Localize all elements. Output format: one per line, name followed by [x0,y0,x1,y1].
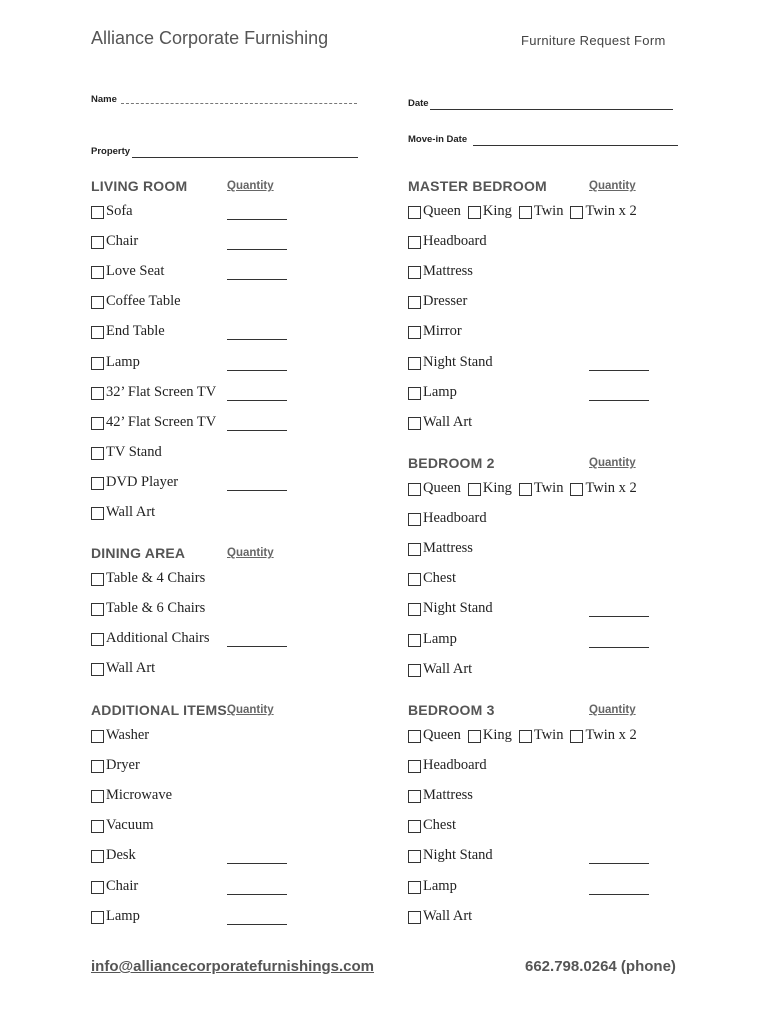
item-label: Lamp [423,630,457,647]
contact-email-link[interactable]: info@alliancecorporatefurnishings.com [91,958,375,975]
quantity-blank[interactable] [227,863,287,864]
bed-size-twin[interactable] [515,480,564,497]
checkbox[interactable] [91,911,104,924]
checkbox[interactable] [519,730,532,743]
quantity-header: Quantity [589,180,636,192]
master-bedroom-item-mirror[interactable] [408,323,462,340]
checkbox[interactable] [408,387,421,400]
item-label: TV Stand [106,443,162,460]
item-label: Wall Art [423,660,473,677]
checkbox[interactable] [468,206,481,219]
checkbox[interactable] [408,543,421,556]
checkbox[interactable] [408,760,421,773]
bed-size-queen[interactable] [408,480,461,497]
bedroom-3-item-chest[interactable] [408,817,456,834]
checkbox[interactable] [91,663,104,676]
checkbox[interactable] [408,881,421,894]
bed-size-label: Twin x 2 [585,480,637,496]
living-room-item-wall-art[interactable] [91,504,155,521]
checkbox[interactable] [408,911,421,924]
bedroom-3-item-mattress[interactable] [408,787,473,804]
item-label: Mattress [423,540,473,557]
living-room-item-love-seat[interactable] [91,263,164,280]
bedroom-2-item-night-stand[interactable] [408,600,493,617]
quantity-blank[interactable] [589,894,649,895]
checkbox[interactable] [408,664,421,677]
quantity-blank[interactable] [589,370,649,371]
bed-size-options [408,480,640,497]
bedroom-2-item-lamp[interactable] [408,631,457,648]
quantity-blank[interactable] [589,616,649,617]
item-label: Sofa [106,203,133,219]
bed-size-label: Twin [533,203,564,219]
quantity-blank[interactable] [227,490,287,491]
item-label: Lamp [106,353,140,370]
item-label: Desk [106,847,136,864]
checkbox[interactable] [408,730,421,743]
checkbox[interactable] [91,447,104,460]
item-label: Mirror [423,323,462,340]
additional-items-item-microwave[interactable] [91,787,172,804]
quantity-blank[interactable] [227,400,287,401]
living-room-item-tv-stand[interactable] [91,444,162,461]
bed-size-twin-x-2[interactable] [566,203,636,220]
checkbox[interactable] [408,513,421,526]
checkbox[interactable] [91,296,104,309]
property-label: Property [91,146,131,157]
bedroom-3-item-headboard[interactable] [408,757,487,774]
item-label: Love Seat [106,263,165,280]
item-label: Lamp [106,907,140,924]
bedroom-3-item-wall-art[interactable] [408,908,472,925]
bed-size-label: Queen [423,203,461,219]
item-label: Chest [423,817,457,834]
date-label: Date [408,98,429,109]
bedroom-3-item-night-stand[interactable] [408,847,493,864]
item-label: Dryer [106,757,140,774]
item-label: Lamp [423,383,457,400]
dining-area-heading: DINING AREA [91,545,186,561]
dining-area-item-additional-chairs[interactable] [91,630,210,647]
checkbox[interactable] [91,357,104,370]
quantity-blank[interactable] [227,339,287,340]
bed-size-label: Twin [533,727,564,743]
item-label: Microwave [106,787,173,804]
item-label: Night Stand [423,353,493,370]
checkbox[interactable] [408,417,421,430]
bed-size-queen[interactable] [408,203,461,220]
checkbox[interactable] [408,603,421,616]
item-label: 32’ Flat Screen TV [106,383,217,400]
item-label: Headboard [423,233,487,250]
checkbox[interactable] [91,417,104,430]
bed-size-label: Twin x 2 [585,203,637,219]
item-label: End Table [106,323,165,340]
additional-items-item-chair[interactable] [91,878,138,895]
item-label: Night Stand [423,600,493,617]
checkbox[interactable] [408,266,421,279]
quantity-blank[interactable] [227,279,287,280]
quantity-header: Quantity [227,180,274,192]
bed-size-options [408,203,640,220]
quantity-blank[interactable] [589,647,649,648]
checkbox[interactable] [468,483,481,496]
checkbox[interactable] [91,573,104,586]
checkbox[interactable] [91,730,104,743]
item-label: Chair [106,877,139,894]
checkbox[interactable] [468,730,481,743]
bed-size-king[interactable] [464,727,512,744]
checkbox[interactable] [570,730,583,743]
bedroom-2-item-chest[interactable] [408,570,456,587]
item-label: Table & 6 Chairs [106,600,206,617]
master-bedroom-heading: MASTER BEDROOM [408,178,547,194]
additional-items-item-desk[interactable] [91,847,136,864]
item-label: Chair [106,233,139,250]
additional-items-item-lamp[interactable] [91,908,140,925]
checkbox[interactable] [91,266,104,279]
checkbox[interactable] [408,483,421,496]
checkbox[interactable] [91,236,104,249]
living-room-item-dvd-player[interactable] [91,474,178,491]
bed-size-twin-x-2[interactable] [566,480,636,497]
checkbox[interactable] [408,850,421,863]
checkbox[interactable] [408,326,421,339]
checkbox[interactable] [91,507,104,520]
dining-area-item-table-4-chairs[interactable] [91,570,205,587]
quantity-blank[interactable] [227,924,287,925]
item-label: Mattress [423,263,473,280]
item-label: Wall Art [106,660,156,677]
dining-area-item-table-6-chairs[interactable] [91,600,205,617]
checkbox[interactable] [408,573,421,586]
quantity-blank[interactable] [589,400,649,401]
bed-size-twin[interactable] [515,727,564,744]
checkbox[interactable] [91,603,104,616]
bed-size-label: King [482,203,512,219]
date-field[interactable] [430,109,673,110]
bed-size-king[interactable] [464,203,512,220]
checkbox[interactable] [408,790,421,803]
contact-phone: 662.798.0264 (phone) [525,958,676,975]
checkbox[interactable] [408,296,421,309]
checkbox[interactable] [408,820,421,833]
movein-date-field[interactable] [473,145,678,146]
name-field[interactable] [121,103,357,104]
checkbox[interactable] [91,633,104,646]
quantity-blank[interactable] [589,863,649,864]
form-title: Furniture Request Form [521,33,666,48]
master-bedroom-item-wall-art[interactable] [408,414,472,431]
master-bedroom-item-dresser[interactable] [408,293,467,310]
bed-size-label: Queen [423,480,461,496]
item-label: 42’ Flat Screen TV [106,413,217,430]
bed-size-label: King [482,480,512,496]
bed-size-queen[interactable] [408,727,461,744]
quantity-blank[interactable] [227,430,287,431]
item-label: Chest [423,570,457,587]
additional-items-heading: ADDITIONAL ITEMS [91,702,227,718]
quantity-header: Quantity [589,704,636,716]
living-room-item-chair[interactable] [91,233,138,250]
dining-area-item-wall-art[interactable] [91,660,155,677]
item-label: Wall Art [423,413,473,430]
checkbox[interactable] [408,634,421,647]
living-room-item-coffee-table[interactable] [91,293,181,310]
checkbox[interactable] [519,206,532,219]
bedroom-3-heading: BEDROOM 3 [408,702,495,718]
item-label: Washer [106,727,150,743]
item-label: Night Stand [423,847,493,864]
bedroom-3-item-lamp[interactable] [408,878,457,895]
checkbox[interactable] [91,206,104,219]
master-bedroom-item-mattress[interactable] [408,263,473,280]
property-field[interactable] [132,157,358,158]
bedroom-2-item-wall-art[interactable] [408,661,472,678]
bed-size-label: Twin [533,480,564,496]
item-label: Wall Art [423,907,473,924]
item-label: Coffee Table [106,293,181,310]
checkbox[interactable] [91,387,104,400]
bedroom-2-heading: BEDROOM 2 [408,455,495,471]
additional-items-item-vacuum[interactable] [91,817,154,834]
master-bedroom-item-lamp[interactable] [408,384,457,401]
checkbox[interactable] [91,850,104,863]
bedroom-2-item-mattress[interactable] [408,540,473,557]
checkbox[interactable] [91,881,104,894]
checkbox[interactable] [408,206,421,219]
checkbox[interactable] [408,357,421,370]
item-label: Vacuum [106,817,154,834]
item-label: Dresser [423,293,468,310]
bed-size-twin-x-2[interactable] [566,727,636,744]
bed-size-options [408,727,640,744]
item-label: Lamp [423,877,457,894]
name-label: Name [91,94,117,105]
bed-size-label: Queen [423,727,461,743]
checkbox[interactable] [91,477,104,490]
item-label: Headboard [423,757,487,774]
checkbox[interactable] [408,236,421,249]
additional-items-item-washer[interactable] [91,727,149,744]
bed-size-label: King [482,727,512,743]
item-label: Headboard [423,510,487,527]
checkbox[interactable] [91,790,104,803]
checkbox[interactable] [91,820,104,833]
bedroom-2-item-headboard[interactable] [408,510,487,527]
living-room-heading: LIVING ROOM [91,178,188,194]
item-label: DVD Player [106,473,179,490]
living-room-item-end-table[interactable] [91,323,165,340]
quantity-blank[interactable] [227,646,287,647]
checkbox[interactable] [570,483,583,496]
master-bedroom-item-headboard[interactable] [408,233,487,250]
quantity-blank[interactable] [227,249,287,250]
checkbox[interactable] [91,760,104,773]
checkbox[interactable] [570,206,583,219]
item-label: Mattress [423,787,473,804]
quantity-blank[interactable] [227,370,287,371]
living-room-item-32-flat-screen-tv[interactable] [91,384,216,401]
movein-label: Move-in Date [408,134,468,145]
item-label: Wall Art [106,504,156,520]
quantity-blank[interactable] [227,219,287,220]
bed-size-twin[interactable] [515,203,564,220]
company-name: Alliance Corporate Furnishing [91,28,329,48]
checkbox[interactable] [91,326,104,339]
item-label: Table & 4 Chairs [106,570,206,586]
quantity-header: Quantity [227,547,274,559]
quantity-blank[interactable] [227,894,287,895]
master-bedroom-item-night-stand[interactable] [408,354,493,371]
bed-size-king[interactable] [464,480,512,497]
living-room-item-sofa[interactable] [91,203,133,220]
quantity-header: Quantity [227,704,274,716]
quantity-header: Quantity [589,457,636,469]
checkbox[interactable] [519,483,532,496]
living-room-item-lamp[interactable] [91,354,140,371]
additional-items-item-dryer[interactable] [91,757,140,774]
living-room-item-42-flat-screen-tv[interactable] [91,414,216,431]
bed-size-label: Twin x 2 [585,727,637,743]
item-label: Additional Chairs [106,630,210,647]
